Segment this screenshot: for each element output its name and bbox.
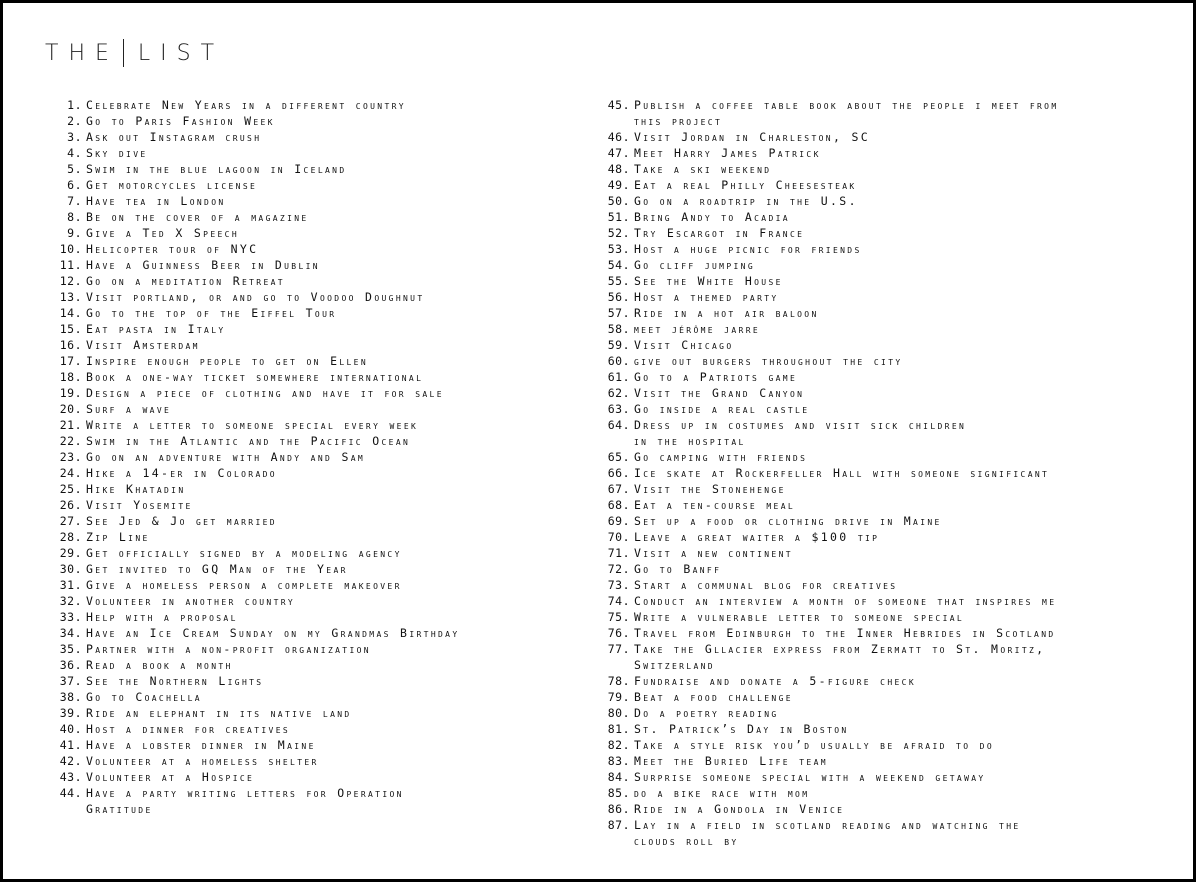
list-item-text: Ice skate at Rockerfeller Hall with someone significant [634, 466, 1050, 480]
title-divider [123, 39, 124, 67]
list-item [599, 401, 1189, 417]
list-item-text: Inspire enough people to get on Ellen [86, 354, 369, 368]
list-item [599, 481, 1189, 497]
list-item [51, 321, 591, 337]
list-item [599, 497, 1189, 513]
list-item [51, 113, 591, 129]
list-item-text: Go inside a real castle [634, 402, 810, 416]
list-item [51, 449, 591, 465]
list-item-number: 27. [59, 514, 82, 528]
list-item-number: 72. [607, 562, 630, 576]
list-item-text: Read a book a month [86, 658, 233, 672]
list-item-text: Go camping with friends [634, 450, 808, 464]
list-item-number: 59. [607, 338, 630, 352]
list-item-text: Have a party writing letters for Operation Gratitude [86, 786, 404, 816]
list-item [51, 289, 591, 305]
list-item-number: 73. [607, 578, 630, 592]
list-item-number: 38. [59, 690, 82, 704]
list-item-text: Eat a ten-course meal [634, 498, 796, 512]
list-item-number: 34. [59, 626, 82, 640]
list-item-text: Write a letter to someone special every week [86, 418, 419, 432]
list-item [599, 209, 1189, 225]
list-item-number: 13. [59, 290, 82, 304]
list-item-number: 51. [607, 210, 630, 224]
list-item-number: 76. [607, 626, 630, 640]
list-item-number: 6. [67, 178, 82, 192]
list-item-number: 69. [607, 514, 630, 528]
list-item-number: 7. [67, 194, 82, 208]
list-item-text: Give a homeless person a complete makeover [86, 578, 402, 592]
list-item-text: Do a poetry reading [634, 706, 779, 720]
list-item-number: 63. [607, 402, 630, 416]
list-item-text: Visit the Stonehenge [634, 482, 786, 496]
list-item [599, 593, 1189, 609]
list-item-text: Ride in a Gondola in Venice [634, 802, 845, 816]
list-item-text: meet jérôme jarre [634, 322, 761, 336]
list-item-text: St. Patrick’s Day in Boston [634, 722, 849, 736]
list-item [51, 705, 591, 721]
list-item-number: 47. [607, 146, 630, 160]
list-item [51, 225, 591, 241]
list-item-number: 75. [607, 610, 630, 624]
list-item-number: 81. [607, 722, 630, 736]
list-item-number: 68. [607, 498, 630, 512]
list-item-number: 67. [607, 482, 630, 496]
list-item-text: Visit portland, or and go to Voodoo Doughnut [86, 290, 425, 304]
list-item-number: 46. [607, 130, 630, 144]
list-item-text: Start a communal blog for creatives [634, 578, 898, 592]
list-item [51, 497, 591, 513]
list-item-text: Go on an adventure with Andy and Sam [86, 450, 366, 464]
list-item-text: give out burgers throughout the city [634, 354, 903, 368]
list-item-text: Take the Gllacier express from Zermatt to St. Moritz, Switzerland [634, 642, 1046, 672]
list-item-number: 71. [607, 546, 630, 560]
list-item-number: 85. [607, 786, 630, 800]
list-item-text: do a bike race with mom [634, 786, 810, 800]
list-item [599, 465, 1189, 481]
list-item-text: Conduct an interview a month of someone that inspires me [634, 594, 1057, 608]
list-item [51, 657, 591, 673]
list-item-number: 1. [67, 98, 82, 112]
list-item-number: 40. [59, 722, 82, 736]
list-item-text: Write a vulnerable letter to someone special [634, 610, 965, 624]
list-item-text: Volunteer at a Hospice [86, 770, 255, 784]
list-item [599, 769, 1189, 785]
list-item-number: 50. [607, 194, 630, 208]
list-item [599, 721, 1189, 737]
list-item-text: Go to Coachella [86, 690, 202, 704]
page-title [45, 39, 224, 67]
list-item-text: Have a Guinness Beer in Dublin [86, 258, 320, 272]
list-item [599, 241, 1189, 257]
list-item-text: Visit Yosemite [86, 498, 193, 512]
list-item [51, 209, 591, 225]
list-item [51, 561, 591, 577]
list-item-number: 31. [59, 578, 82, 592]
list-item-text: Design a piece of clothing and have it for sale [86, 386, 444, 400]
list-item-number: 12. [59, 274, 82, 288]
list-item [599, 577, 1189, 593]
list-item [599, 97, 1189, 129]
list-item-number: 19. [59, 386, 82, 400]
list-item-text: Ride in a hot air baloon [634, 306, 819, 320]
list-item [599, 337, 1189, 353]
list-item-text: Have an Ice Cream Sunday on my Grandmas Birthday [86, 626, 460, 640]
list-item-number: 41. [59, 738, 82, 752]
list-item-number: 8. [67, 210, 82, 224]
list-item [599, 529, 1189, 545]
list-item-text: Book a one-way ticket somewhere international [86, 370, 424, 384]
list-item [51, 385, 591, 401]
list-item [51, 177, 591, 193]
list-item-text: Take a style risk you’d usually be afraid to do [634, 738, 994, 752]
list-item [599, 289, 1189, 305]
list-item-text: Give a Ted X Speech [86, 226, 240, 240]
list-item-text: Surprise someone special with a weekend getaway [634, 770, 986, 784]
list-item [599, 737, 1189, 753]
list-item-text: Eat a real Philly Cheesesteak [634, 178, 857, 192]
list-item [599, 817, 1189, 849]
list-item [599, 689, 1189, 705]
list-item-number: 30. [59, 562, 82, 576]
list-item-number: 56. [607, 290, 630, 304]
list-item [51, 337, 591, 353]
list-item [599, 673, 1189, 689]
list-item-text: Be on the cover of a magazine [86, 210, 309, 224]
list-item [51, 161, 591, 177]
list-item-number: 66. [607, 466, 630, 480]
list-item-number: 74. [607, 594, 630, 608]
list-item-number: 77. [607, 642, 630, 656]
list-item-number: 52. [607, 226, 630, 240]
list-item [51, 129, 591, 145]
list-item-text: Ask out Instagram crush [86, 130, 262, 144]
list-item [599, 417, 1189, 449]
list-item-number: 86. [607, 802, 630, 816]
list-item [599, 257, 1189, 273]
list-item-text: Try Escargot in France [634, 226, 805, 240]
list-item-text: Go to Banff [634, 562, 722, 576]
list-item-text: Go on a meditation Retreat [86, 274, 285, 288]
list-item-text: Go cliff jumping [634, 258, 755, 272]
list-item-text: Sky dive [86, 146, 148, 160]
list-item-text: Hike Khatadin [86, 482, 186, 496]
list-item [51, 641, 591, 657]
list-item-number: 43. [59, 770, 82, 784]
list-item-text: Take a ski weekend [634, 162, 772, 176]
list-item-text: Visit Jordan in Charleston, SC [634, 130, 871, 144]
list-item [51, 625, 591, 641]
list-item-number: 84. [607, 770, 630, 784]
list-item-number: 60. [607, 354, 630, 368]
list-item-number: 29. [59, 546, 82, 560]
list-item [51, 305, 591, 321]
list-item [51, 785, 591, 817]
list-item-text: Bring Andy to Acadia [634, 210, 790, 224]
list-item-text: Host a huge picnic for friends [634, 242, 862, 256]
list-item-number: 23. [59, 450, 82, 464]
list-item-number: 35. [59, 642, 82, 656]
list-item-number: 54. [607, 258, 630, 272]
list-item-text: Get invited to GQ Man of the Year [86, 562, 348, 576]
list-item-number: 4. [67, 146, 82, 160]
list-item [51, 593, 591, 609]
list-item [599, 561, 1189, 577]
list-item-text: Swim in the Atlantic and the Pacific Ocean [86, 434, 411, 448]
list-item-number: 79. [607, 690, 630, 704]
list-item-text: Meet Harry James Patrick [634, 146, 821, 160]
list-item-text: Eat pasta in Italy [86, 322, 226, 336]
list-item [51, 481, 591, 497]
list-item-number: 10. [59, 242, 82, 256]
list-item-number: 33. [59, 610, 82, 624]
list-item-number: 14. [59, 306, 82, 320]
list-item-text: Go to the top of the Eiffel Tour [86, 306, 337, 320]
list-item [599, 369, 1189, 385]
list-item-text: Hike a 14-er in Colorado [86, 466, 277, 480]
list-item-number: 44. [59, 786, 82, 800]
list-item-text: Have a lobster dinner in Maine [86, 738, 316, 752]
list-item-text: Swim in the blue lagoon in Iceland [86, 162, 347, 176]
list-item [599, 753, 1189, 769]
list-item [51, 577, 591, 593]
list-item [599, 193, 1189, 209]
list-item-text: See the White House [634, 274, 783, 288]
list-item-number: 37. [59, 674, 82, 688]
list-item [51, 721, 591, 737]
list-item-text: Helicopter tour of NYC [86, 242, 259, 256]
list-item-number: 32. [59, 594, 82, 608]
list-item [51, 545, 591, 561]
list-item-text: Volunteer in another country [86, 594, 296, 608]
list-item-number: 87. [607, 818, 630, 832]
list-item-number: 18. [59, 370, 82, 384]
list-item [51, 513, 591, 529]
list-item [599, 513, 1189, 529]
list-item [51, 689, 591, 705]
list-item-number: 26. [59, 498, 82, 512]
list-item [599, 273, 1189, 289]
list-item [51, 273, 591, 289]
list-item [51, 369, 591, 385]
list-item [599, 625, 1189, 641]
list-item-text: Zip Line [86, 530, 150, 544]
list-item-number: 62. [607, 386, 630, 400]
list-item-number: 53. [607, 242, 630, 256]
list-item-text: Go to a Patriots game [634, 370, 798, 384]
list-item-number: 2. [67, 114, 82, 128]
list-item-text: Celebrate New Years in a different country [86, 98, 406, 112]
list-item [51, 353, 591, 369]
list-item-text: Fundraise and donate a 5-figure check [634, 674, 917, 688]
list-item-text: Meet the Buried Life team [634, 754, 828, 768]
list-item-number: 83. [607, 754, 630, 768]
list-item-text: Host a dinner for creatives [86, 722, 291, 736]
list-item [599, 785, 1189, 801]
list-item [51, 145, 591, 161]
list-item-number: 21. [59, 418, 82, 432]
list-item [51, 737, 591, 753]
list-item-number: 48. [607, 162, 630, 176]
list-item [599, 449, 1189, 465]
list-item-number: 55. [607, 274, 630, 288]
list-item-number: 78. [607, 674, 630, 688]
list-item-number: 25. [59, 482, 82, 496]
list-column-left [51, 97, 591, 817]
title-left: THE [45, 40, 119, 66]
list-item-text: Volunteer at a homeless shelter [86, 754, 319, 768]
list-item-number: 36. [59, 658, 82, 672]
list-item-number: 39. [59, 706, 82, 720]
list-item-number: 3. [67, 130, 82, 144]
list-item-number: 80. [607, 706, 630, 720]
list-item [599, 705, 1189, 721]
list-item-number: 82. [607, 738, 630, 752]
list-item-text: Travel from Edinburgh to the Inner Hebrides in Scotland [634, 626, 1056, 640]
list-item-number: 61. [607, 370, 630, 384]
list-item-text: Visit the Grand Canyon [634, 386, 805, 400]
list-item [599, 353, 1189, 369]
list-item [51, 241, 591, 257]
list-item [51, 609, 591, 625]
list-item-number: 17. [59, 354, 82, 368]
list-item [51, 769, 591, 785]
list-item-number: 49. [607, 178, 630, 192]
list-item [51, 257, 591, 273]
list-item [51, 193, 591, 209]
list-item-number: 5. [67, 162, 82, 176]
list-item-number: 65. [607, 450, 630, 464]
list-item-number: 9. [67, 226, 82, 240]
list-item [599, 641, 1189, 673]
list-item [51, 753, 591, 769]
list-item [599, 545, 1189, 561]
list-item-text: Partner with a non-profit organization [86, 642, 371, 656]
list-item-number: 22. [59, 434, 82, 448]
list-item-text: Have tea in London [86, 194, 226, 208]
list-item-text: Get officially signed by a modeling agency [86, 546, 402, 560]
list-item-text: Publish a coffee table book about the people i meet from this project [634, 98, 1059, 128]
list-item-text: Lay in a field in scotland reading and watching the clouds roll by [634, 818, 1021, 848]
list-item-text: See the Northern Lights [86, 674, 264, 688]
list-item-text: Beat a food challenge [634, 690, 793, 704]
list-item [599, 225, 1189, 241]
list-item-text: Ride an elephant in its native land [86, 706, 352, 720]
list-item-text: Visit Chicago [634, 338, 734, 352]
list-item-text: Set up a food or clothing drive in Maine [634, 514, 942, 528]
list-item-number: 28. [59, 530, 82, 544]
list-item-number: 11. [59, 258, 82, 272]
list-item-text: Surf a wave [86, 402, 172, 416]
list-item [51, 433, 591, 449]
list-item-number: 70. [607, 530, 630, 544]
list-item-text: Leave a great waiter a $100 tip [634, 530, 880, 544]
list-item [599, 177, 1189, 193]
list-item-number: 45. [607, 98, 630, 112]
list-item [599, 385, 1189, 401]
list-item [599, 321, 1189, 337]
list-item-text: Host a themed party [634, 290, 779, 304]
list-item [51, 529, 591, 545]
list-item-text: Go on a roadtrip in the U.S. [634, 194, 858, 208]
title-right: LIST [137, 40, 225, 66]
list-item-text: Go to Paris Fashion Week [86, 114, 275, 128]
list-item-text: Visit Amsterdam [86, 338, 200, 352]
list-item-number: 20. [59, 402, 82, 416]
list-item-number: 58. [607, 322, 630, 336]
list-item-text: See Jed & Jo get married [86, 514, 277, 528]
list-item [51, 417, 591, 433]
list-item [599, 129, 1189, 145]
list-column-right [599, 97, 1189, 849]
list-item-number: 15. [59, 322, 82, 336]
list-item-number: 42. [59, 754, 82, 768]
list-item-number: 16. [59, 338, 82, 352]
list-item [599, 161, 1189, 177]
list-item-text: Help with a proposal [86, 610, 238, 624]
list-item-text: Dress up in costumes and visit sick children in the hospital [634, 418, 967, 448]
list-item [51, 401, 591, 417]
list-item [599, 609, 1189, 625]
list-item [51, 97, 591, 113]
list-item-number: 57. [607, 306, 630, 320]
list-item-text: Visit a new continent [634, 546, 793, 560]
list-item [51, 673, 591, 689]
list-item [599, 305, 1189, 321]
list-item [51, 465, 591, 481]
list-item [599, 145, 1189, 161]
list-item [599, 801, 1189, 817]
list-item-text: Get motorcycles license [86, 178, 258, 192]
list-item-number: 24. [59, 466, 82, 480]
list-item-number: 64. [607, 418, 630, 432]
